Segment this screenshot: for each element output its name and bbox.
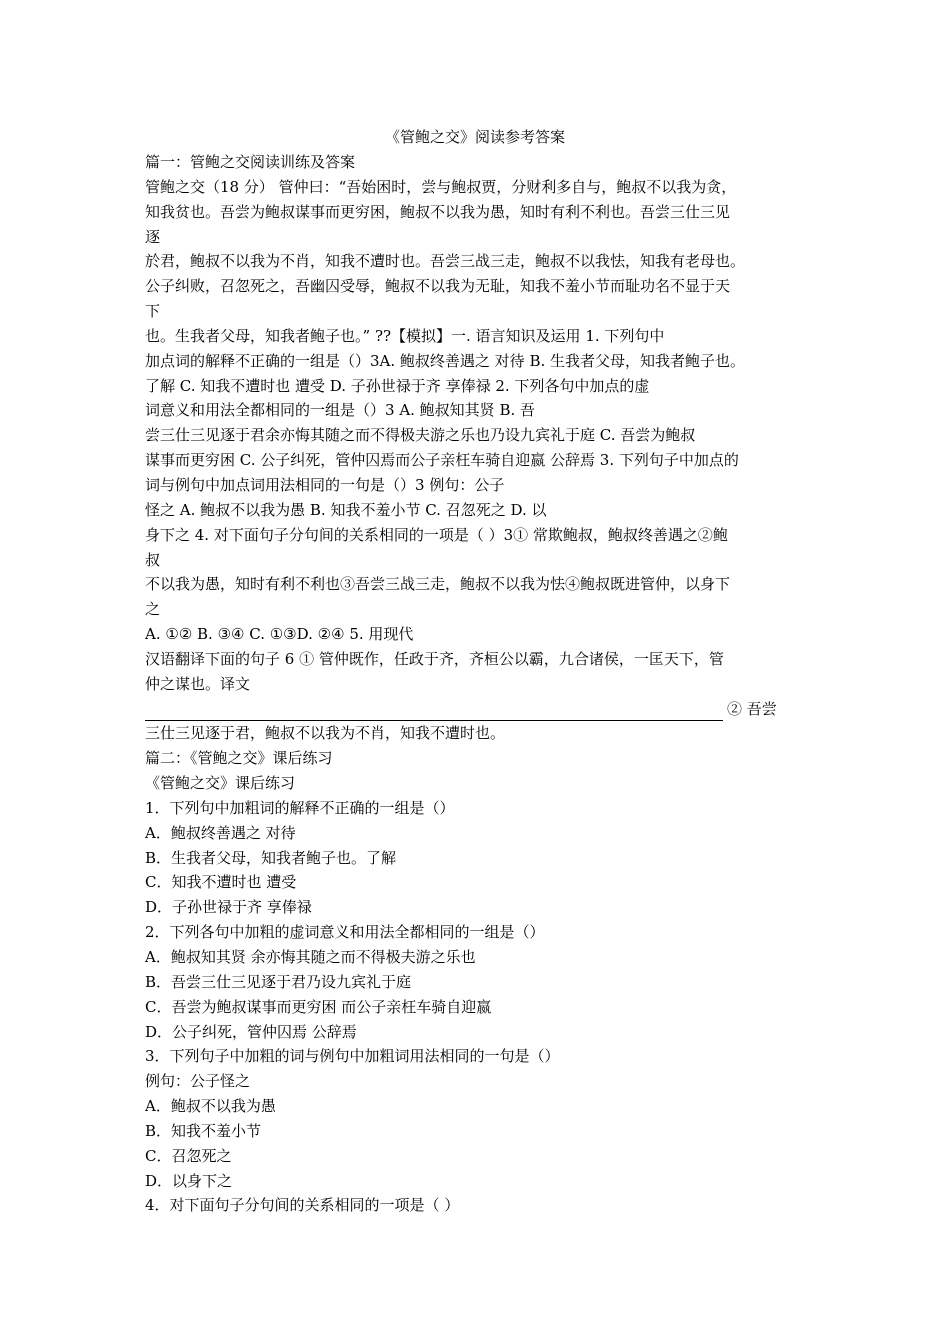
text-line: 逐 <box>145 227 161 246</box>
text-line: 词与例句中加点词用法相同的一句是（）3 例句：公子 <box>145 475 505 494</box>
answer-blank-line <box>145 697 825 722</box>
option-item: C．知我不遭时也 遭受 <box>145 873 297 892</box>
text-line: 公子纠败，召忽死之，吾幽囚受辱，鲍叔不以我为无耻，知我不羞小节而耻功名不显于天 <box>145 277 731 296</box>
text-line: 加点词的解释不正确的一组是（）3A. 鲍叔终善遇之 对待 B. 生我者父母，知我者鲍子也。 <box>145 351 746 370</box>
blank-line-tail: ② 吾尝 <box>727 699 777 718</box>
document-title: 《管鲍之交》阅读参考答案 <box>384 128 565 146</box>
option-item: A．鲍叔终善遇之 对待 <box>145 823 296 842</box>
question-item: 3．下列句子中加粗的词与例句中加粗词用法相同的一句是（） <box>145 1047 560 1066</box>
text-line: 不以我为愚，知时有利不利也③吾尝三战三走，鲍叔不以我为怯④鲍叔既进管仲，以身下 <box>145 575 731 594</box>
section-heading: 篇二：《管鲍之交》课后练习 <box>145 749 333 768</box>
question-item: 4．对下面句子分句间的关系相同的一项是（ ） <box>145 1196 460 1215</box>
text-line: 怪之 A. 鲍叔不以我为愚 B. 知我不羞小节 C. 召忽死之 D. 以 <box>145 500 547 519</box>
option-item: A．鲍叔知其贤 余亦悔其随之而不得极夫游之乐也 <box>145 948 476 966</box>
text-line: 管鲍之交（18 分） 管仲曰：“吾始困时，尝与鲍叔贾，分财利多自与，鲍叔不以我为贪， <box>145 177 737 196</box>
text-line: 之 <box>145 600 161 619</box>
subsection-heading: 《管鲍之交》课后练习 <box>145 774 296 793</box>
question-item: 2．下列各句中加粗的虚词意义和用法全都相同的一组是（） <box>145 923 545 942</box>
text-line: 知我贫也。吾尝为鲍叔谋事而更穷困，鲍叔不以我为愚，知时有利不利也。吾尝三仕三见 <box>145 202 731 221</box>
text-line: 了解 C. 知我不遭时也 遭受 D. 子孙世禄于齐 享俸禄 2. 下列各句中加点的虚 <box>145 376 650 395</box>
option-item: C．召忽死之 <box>145 1146 232 1165</box>
text-line: 尝三仕三见逐于君余亦悔其随之而不得极夫游之乐也乃设九宾礼于庭 C. 吾尝为鲍叔 <box>145 426 696 445</box>
option-item: B．知我不羞小节 <box>145 1121 262 1140</box>
text-line: 汉语翻译下面的句子 6 ① 管仲既作，任政于齐，齐桓公以霸，九合诸侯，一匡天下，管 <box>145 649 724 668</box>
example-sentence: 例句：公子怪之 <box>145 1072 251 1091</box>
text-line: 叔 <box>145 550 161 569</box>
text-line: 谋事而更穷困 C. 公子纠死，管仲囚焉而公子亲枉车骑自迎嬴 公辞焉 3. 下列句子中加点的 <box>145 451 739 470</box>
text-line: 於君，鲍叔不以我为不肖，知我不遭时也。吾尝三战三走，鲍叔不以我怯，知我有老母也。 <box>145 252 746 271</box>
text-line: 三仕三见逐于君，鲍叔不以我为不肖，知我不遭时也。 <box>145 724 506 743</box>
text-line: 下 <box>145 302 161 321</box>
option-item: B．生我者父母，知我者鲍子也。了解 <box>145 848 397 867</box>
option-item: A．鲍叔不以我为愚 <box>145 1097 276 1116</box>
option-item: D．以身下之 <box>145 1171 233 1190</box>
text-line: 仲之谋也。译文 <box>145 674 251 693</box>
text-line: 身下之 4. 对下面句子分句间的关系相同的一项是（ ）3① 常欺鲍叔，鲍叔终善遇之②鲍 <box>145 525 728 544</box>
text-line: 词意义和用法全都相同的一组是（）3 A. 鲍叔知其贤 B. 吾 <box>145 401 536 420</box>
option-item: B．吾尝三仕三见逐于君乃设九宾礼于庭 <box>145 972 412 991</box>
question-item: 1．下列句中加粗词的解释不正确的一组是（） <box>145 798 455 817</box>
option-item: D．子孙世禄于齐 享俸禄 <box>145 898 312 917</box>
option-item: D．公子纠死，管仲囚焉 公辞焉 <box>145 1022 357 1041</box>
document-body <box>145 150 825 1218</box>
text-line: 篇一：管鲍之交阅读训练及答案 <box>145 153 356 171</box>
answer-blank <box>145 704 723 721</box>
option-item: C．吾尝为鲍叔谋事而更穷困 而公子亲枉车骑自迎嬴 <box>145 997 492 1016</box>
text-line: 也。生我者父母，知我者鲍子也。” ??【模拟】一. 语言知识及运用 1. 下列句中 <box>145 326 665 345</box>
text-line: A. ①② B. ③④ C. ①③D. ②④ 5. 用现代 <box>145 625 414 644</box>
